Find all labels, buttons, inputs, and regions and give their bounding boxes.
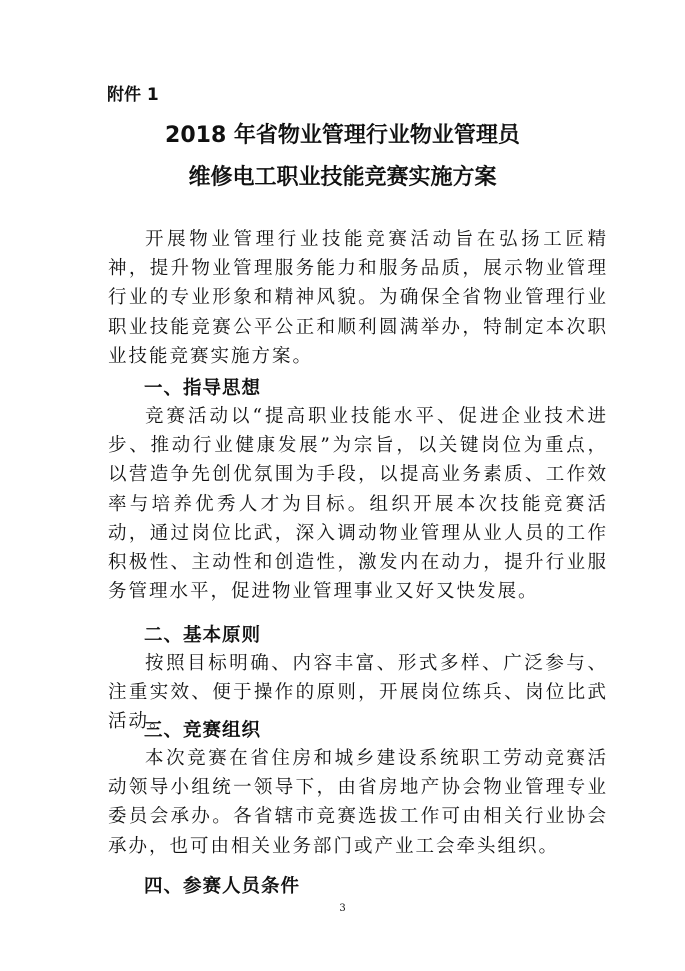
section-heading-basic-principles: 二、基本原则 — [144, 625, 262, 646]
section-heading-competition-organization: 三、竞赛组织 — [144, 720, 262, 741]
section-paragraph-competition-organization: 本次竞赛在省住房和城乡建设系统职工劳动竞赛活动领导小组统一领导下，由省房地产协会物业管理专业委员会承办。各省辖市竞赛选拔工作可由相关行业协会承办，也可由相关业务部门或产业工会牵头组织。 — [108, 748, 608, 857]
page-number: 3 — [339, 903, 346, 914]
document-title-line-2: 维修电工职业技能竞赛实施方案 — [188, 165, 497, 190]
section-heading-guiding-ideology: 一、指导思想 — [144, 378, 262, 399]
document-title-line-1: 2018 年省物业管理行业物业管理员 — [165, 123, 520, 148]
section-paragraph-guiding-ideology: 竞赛活动以“提高职业技能水平、促进企业技术进步、推动行业健康发展”为宗旨，以关键岗位为重点，以营造争先创优氛围为手段，以提高业务素质、工作效率与培养优秀人才为目标。组织开展本次技能竞赛活动，通过岗位比武，深入调动物业管理从业人员的工作积极性、主动性和创造性，激发内在动力，提升行业服务管理水平，促进物业管理事业又好又快发展。 — [108, 406, 608, 603]
section-heading-participant-requirements: 四、参赛人员条件 — [144, 876, 301, 897]
intro-paragraph: 开展物业管理行业技能竞赛活动旨在弘扬工匠精神，提升物业管理服务能力和服务品质，展示物业管理行业的专业形象和精神风貌。为确保全省物业管理行业职业技能竞赛公平公正和顺利圆满举办，特制定本次职业技能竞赛实施方案。 — [108, 229, 608, 367]
section-paragraph-basic-principles: 按照目标明确、内容丰富、形式多样、广泛参与、注重实效、便于操作的原则，开展岗位练兵、岗位比武活动。 — [108, 653, 608, 733]
attachment-label: 附件 1 — [107, 85, 159, 105]
